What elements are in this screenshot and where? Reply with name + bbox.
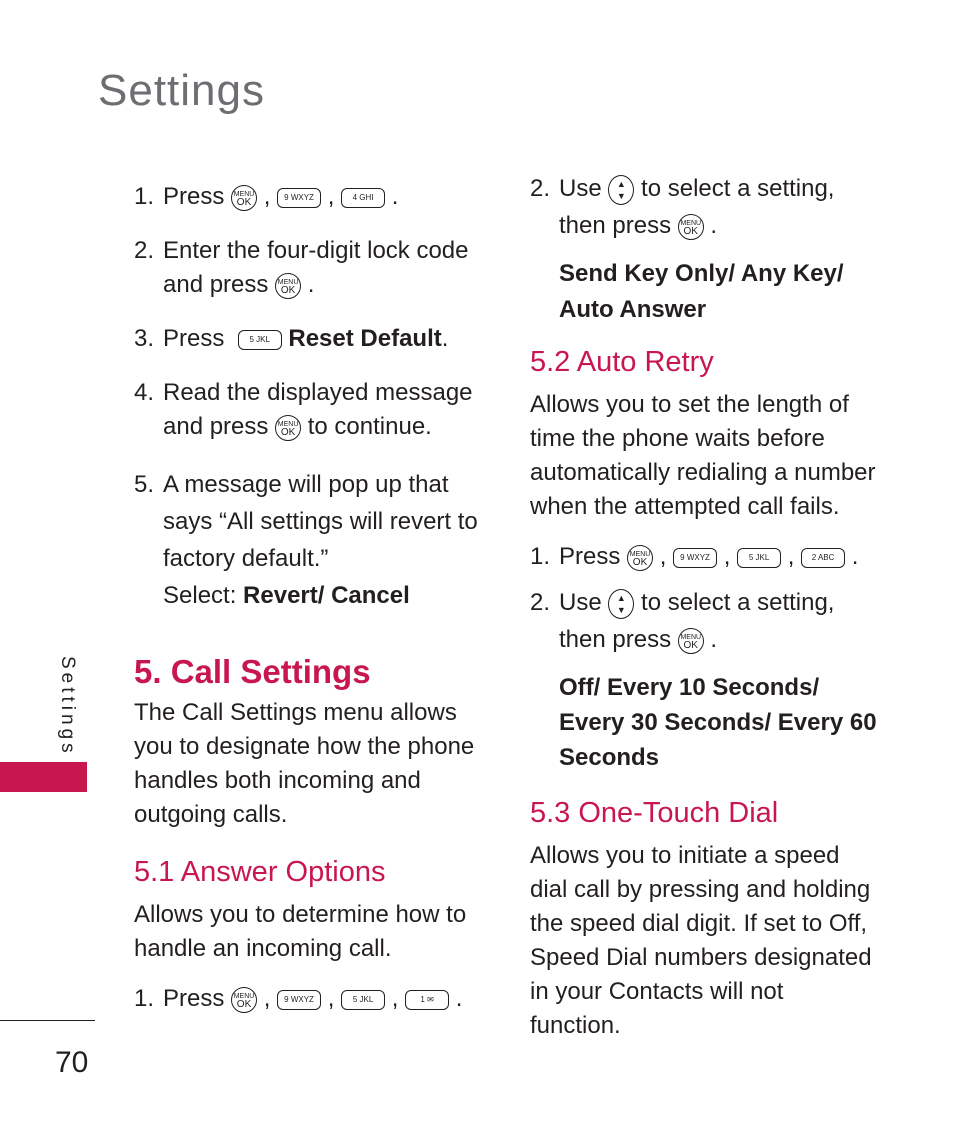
menu-ok-key-icon: MENU OK xyxy=(678,628,704,654)
step-item: 1. Press MENU OK , 9 WXYZ , 5 JKL , 2 ABC . xyxy=(530,543,859,570)
subsection-heading: 5.3 One-Touch Dial xyxy=(530,797,779,829)
step-item: 4. Read the displayed message and press MENU OK to continue. xyxy=(134,379,473,440)
key-5-icon: 5 JKL xyxy=(238,330,282,350)
left-column xyxy=(134,180,479,1016)
section-body: The Call Settings menu allows you to designate how the phone handles both incoming and outgoing calls. xyxy=(134,699,475,828)
step-item: 2. Enter the four-digit lock code and press MENU OK . xyxy=(134,237,469,298)
step-item: 1. Press MENU OK , 9 WXYZ , 4 GHI . xyxy=(134,183,399,210)
menu-ok-key-icon: MENU OK xyxy=(678,214,704,240)
key-1-icon: 1 ✉ xyxy=(405,990,449,1010)
menu-ok-key-icon: MENU OK xyxy=(231,987,257,1013)
menu-ok-key-icon: MENU OK xyxy=(627,545,653,571)
section-heading: 5. Call Settings xyxy=(134,653,371,690)
key-5-icon: 5 JKL xyxy=(341,990,385,1010)
option-list: Send Key Only/ Any Key/ Auto Answer xyxy=(559,260,844,323)
subsection-body: Allows you to initiate a speed dial call by pressing and holding the speed dial digit. If set to Off, Speed Dial numbers designated in your Contacts will not function. xyxy=(530,842,872,1039)
key-2-icon: 2 ABC xyxy=(801,548,845,568)
subsection-body: Allows you to set the length of time the phone waits before automatically redialing a number when the attempted call fails. xyxy=(530,391,876,520)
step-item: 2. Use ▲ ▼ to select a setting, then press MENU OK . xyxy=(530,589,835,653)
side-section-label: Settings xyxy=(57,656,78,757)
subsection-body: Allows you to determine how to handle an incoming call. xyxy=(134,901,467,962)
nav-key-icon: ▲ ▼ xyxy=(608,589,634,619)
key-9-icon: 9 WXYZ xyxy=(277,990,321,1010)
section-tab-marker xyxy=(0,762,87,792)
key-4-icon: 4 GHI xyxy=(341,188,385,208)
subsection-heading: 5.2 Auto Retry xyxy=(530,346,714,378)
menu-ok-key-icon: MENU OK xyxy=(275,415,301,441)
key-5-icon: 5 JKL xyxy=(737,548,781,568)
step-item: 1. Press MENU OK , 9 WXYZ , 5 JKL , 1 ✉ . xyxy=(134,985,463,1012)
nav-key-icon: ▲ ▼ xyxy=(608,175,634,205)
subsection-heading: 5.1 Answer Options xyxy=(134,856,386,888)
menu-ok-key-icon: MENU OK xyxy=(275,273,301,299)
step-item: 5. A message will pop up that says “All settings will revert to factory default.” Select: Revert/ Cancel xyxy=(134,471,478,609)
option-list: Off/ Every 10 Seconds/ Every 30 Seconds/ Every 60 Seconds xyxy=(559,674,877,771)
right-column xyxy=(530,170,880,1043)
step-item: 2. Use ▲ ▼ to select a setting, then press MENU OK . xyxy=(530,175,835,239)
key-9-icon: 9 WXYZ xyxy=(277,188,321,208)
page-number: 70 xyxy=(55,1046,89,1079)
menu-ok-key-icon: MENU OK xyxy=(231,185,257,211)
footer-rule xyxy=(0,1020,95,1021)
key-9-icon: 9 WXYZ xyxy=(673,548,717,568)
page-title: Settings xyxy=(98,66,265,115)
step-item: 3. Press 5 JKL Reset Default. xyxy=(134,325,449,352)
